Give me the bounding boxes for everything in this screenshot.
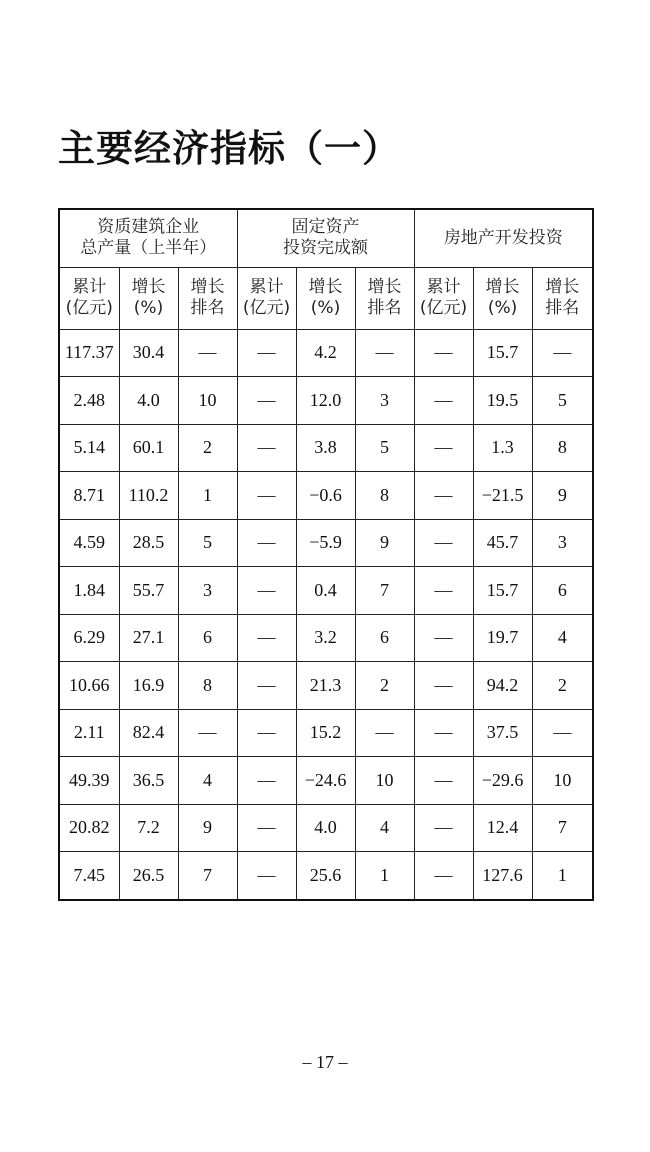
table-cell: 3.2 <box>296 614 355 662</box>
table-cell: — <box>355 709 414 757</box>
table-cell: 4.59 <box>59 519 119 567</box>
table-cell: 8.71 <box>59 472 119 520</box>
table-row <box>59 567 593 615</box>
table-cell: 3 <box>532 519 593 567</box>
sub-header-line: 增长 <box>308 277 343 297</box>
table-cell: — <box>532 329 593 377</box>
table-cell: 3.8 <box>296 424 355 472</box>
group-header-row <box>59 209 593 267</box>
table-cell: — <box>414 329 473 377</box>
sub-header-line: 增长 <box>367 277 402 297</box>
table-cell: 26.5 <box>119 852 178 900</box>
table-row <box>59 757 593 805</box>
table-cell: — <box>414 472 473 520</box>
table-cell: — <box>237 519 296 567</box>
table-row <box>59 329 593 377</box>
sub-header-line: 排名 <box>190 298 225 318</box>
sub-header-cell <box>473 267 532 329</box>
group-header-construction <box>59 209 237 267</box>
table-cell: 7 <box>532 804 593 852</box>
page-number: – 17 – <box>302 1052 348 1072</box>
sub-header-line: (%) <box>487 298 518 318</box>
table-row <box>59 377 593 425</box>
table-cell: 4.2 <box>296 329 355 377</box>
table-cell: 1 <box>178 472 237 520</box>
table-cell: 60.1 <box>119 424 178 472</box>
table-row <box>59 614 593 662</box>
table-cell: 6 <box>532 567 593 615</box>
table-row <box>59 472 593 520</box>
table-cell: — <box>355 329 414 377</box>
table-cell: — <box>414 709 473 757</box>
sub-header-line: (亿元) <box>242 298 291 318</box>
table-cell: — <box>178 709 237 757</box>
table-cell: 4 <box>178 757 237 805</box>
table-cell: 6 <box>355 614 414 662</box>
table-cell: — <box>237 709 296 757</box>
table-cell: 30.4 <box>119 329 178 377</box>
table-cell: 117.37 <box>59 329 119 377</box>
table-cell: 127.6 <box>473 852 532 900</box>
table-cell: 19.7 <box>473 614 532 662</box>
table-cell: 27.1 <box>119 614 178 662</box>
table-cell: 8 <box>532 424 593 472</box>
table-cell: 4 <box>532 614 593 662</box>
group-header-line: 投资完成额 <box>283 238 369 259</box>
page-title: 主要经济指标（一） <box>58 126 400 170</box>
table-row <box>59 709 593 757</box>
table-cell: — <box>532 709 593 757</box>
sub-header-line: 增长 <box>190 277 225 297</box>
table-cell: 1 <box>355 852 414 900</box>
table-cell: — <box>237 852 296 900</box>
table-cell: 8 <box>178 662 237 710</box>
table-cell: 10 <box>532 757 593 805</box>
sub-header-line: (%) <box>133 298 164 318</box>
table-cell: 16.9 <box>119 662 178 710</box>
table-cell: — <box>237 614 296 662</box>
table-cell: 5 <box>178 519 237 567</box>
table-cell: 7.2 <box>119 804 178 852</box>
sub-header-cell <box>414 267 473 329</box>
table-cell: 5 <box>532 377 593 425</box>
table-cell: — <box>178 329 237 377</box>
sub-header-cell <box>355 267 414 329</box>
group-header-line: 总产量（上半年） <box>80 238 217 259</box>
table-cell: — <box>414 567 473 615</box>
table-cell: 8 <box>355 472 414 520</box>
table-cell: 82.4 <box>119 709 178 757</box>
table-cell: 9 <box>355 519 414 567</box>
table-cell: 36.5 <box>119 757 178 805</box>
table-cell: 20.82 <box>59 804 119 852</box>
table-cell: 0.4 <box>296 567 355 615</box>
table-cell: 7.45 <box>59 852 119 900</box>
table-cell: 45.7 <box>473 519 532 567</box>
sub-header-line: 排名 <box>545 298 580 318</box>
table-cell: — <box>237 377 296 425</box>
table-cell: 28.5 <box>119 519 178 567</box>
table-cell: −24.6 <box>296 757 355 805</box>
sub-header-cell <box>296 267 355 329</box>
table-cell: 15.2 <box>296 709 355 757</box>
sub-header-line: 累计 <box>426 277 461 297</box>
table-cell: 3 <box>355 377 414 425</box>
table-cell: 15.7 <box>473 329 532 377</box>
table-cell: 4 <box>355 804 414 852</box>
table-cell: −21.5 <box>473 472 532 520</box>
table-cell: — <box>414 519 473 567</box>
table-cell: 19.5 <box>473 377 532 425</box>
table-cell: 7 <box>178 852 237 900</box>
sub-header-row <box>59 267 593 329</box>
sub-header-cell <box>178 267 237 329</box>
group-header-line: 资质建筑企业 <box>97 217 200 238</box>
table-cell: 3 <box>178 567 237 615</box>
table-cell: 7 <box>355 567 414 615</box>
sub-header-cell <box>237 267 296 329</box>
table-cell: — <box>237 424 296 472</box>
table-cell: −0.6 <box>296 472 355 520</box>
table-cell: — <box>414 852 473 900</box>
table-cell: 6.29 <box>59 614 119 662</box>
table-cell: 10.66 <box>59 662 119 710</box>
table-cell: 2 <box>532 662 593 710</box>
table-cell: 110.2 <box>119 472 178 520</box>
table-cell: — <box>414 614 473 662</box>
group-header-fixed-asset <box>237 209 414 267</box>
table-cell: 2 <box>355 662 414 710</box>
table-cell: 1.3 <box>473 424 532 472</box>
table-cell: — <box>414 377 473 425</box>
table-cell: 4.0 <box>119 377 178 425</box>
sub-header-line: 增长 <box>131 277 166 297</box>
table-cell: 1 <box>532 852 593 900</box>
table-row <box>59 424 593 472</box>
table-cell: 9 <box>532 472 593 520</box>
table-body <box>59 329 593 900</box>
table-cell: 21.3 <box>296 662 355 710</box>
table-cell: 6 <box>178 614 237 662</box>
table-row <box>59 852 593 900</box>
table-cell: 5.14 <box>59 424 119 472</box>
table-cell: 25.6 <box>296 852 355 900</box>
table-cell: — <box>414 662 473 710</box>
table-cell: 55.7 <box>119 567 178 615</box>
table-cell: 10 <box>178 377 237 425</box>
sub-header-line: 增长 <box>545 277 580 297</box>
table-row <box>59 804 593 852</box>
table-row <box>59 519 593 567</box>
table-cell: 2 <box>178 424 237 472</box>
table-cell: 37.5 <box>473 709 532 757</box>
sub-header-line: 累计 <box>249 277 284 297</box>
table-cell: — <box>414 424 473 472</box>
table-cell: −5.9 <box>296 519 355 567</box>
table-cell: 9 <box>178 804 237 852</box>
table-cell: 4.0 <box>296 804 355 852</box>
table-cell: — <box>237 804 296 852</box>
table-cell: — <box>237 329 296 377</box>
table-cell: 2.48 <box>59 377 119 425</box>
table-cell: 15.7 <box>473 567 532 615</box>
sub-header-line: (亿元) <box>65 298 113 318</box>
table-cell: 49.39 <box>59 757 119 805</box>
table-cell: 1.84 <box>59 567 119 615</box>
table-cell: — <box>414 757 473 805</box>
table-cell: — <box>237 472 296 520</box>
table-cell: 12.4 <box>473 804 532 852</box>
table-cell: 2.11 <box>59 709 119 757</box>
sub-header-line: 排名 <box>367 298 402 318</box>
sub-header-line: 增长 <box>485 277 520 297</box>
sub-header-cell <box>59 267 119 329</box>
economic-indicators-table <box>58 208 594 901</box>
group-header-line: 房地产开发投资 <box>443 227 563 248</box>
group-header-line: 固定资产 <box>291 217 360 238</box>
table-cell: 94.2 <box>473 662 532 710</box>
table-cell: — <box>237 662 296 710</box>
table-cell: −29.6 <box>473 757 532 805</box>
sub-header-line: (亿元) <box>419 298 468 318</box>
table-cell: — <box>237 567 296 615</box>
table-row <box>59 662 593 710</box>
table-cell: 5 <box>355 424 414 472</box>
sub-header-cell <box>532 267 593 329</box>
group-header-real-estate <box>414 209 593 267</box>
table-cell: 10 <box>355 757 414 805</box>
sub-header-line: 累计 <box>72 277 107 297</box>
table-cell: — <box>414 804 473 852</box>
sub-header-line: (%) <box>310 298 341 318</box>
table-cell: — <box>237 757 296 805</box>
table-cell: 12.0 <box>296 377 355 425</box>
sub-header-cell <box>119 267 178 329</box>
